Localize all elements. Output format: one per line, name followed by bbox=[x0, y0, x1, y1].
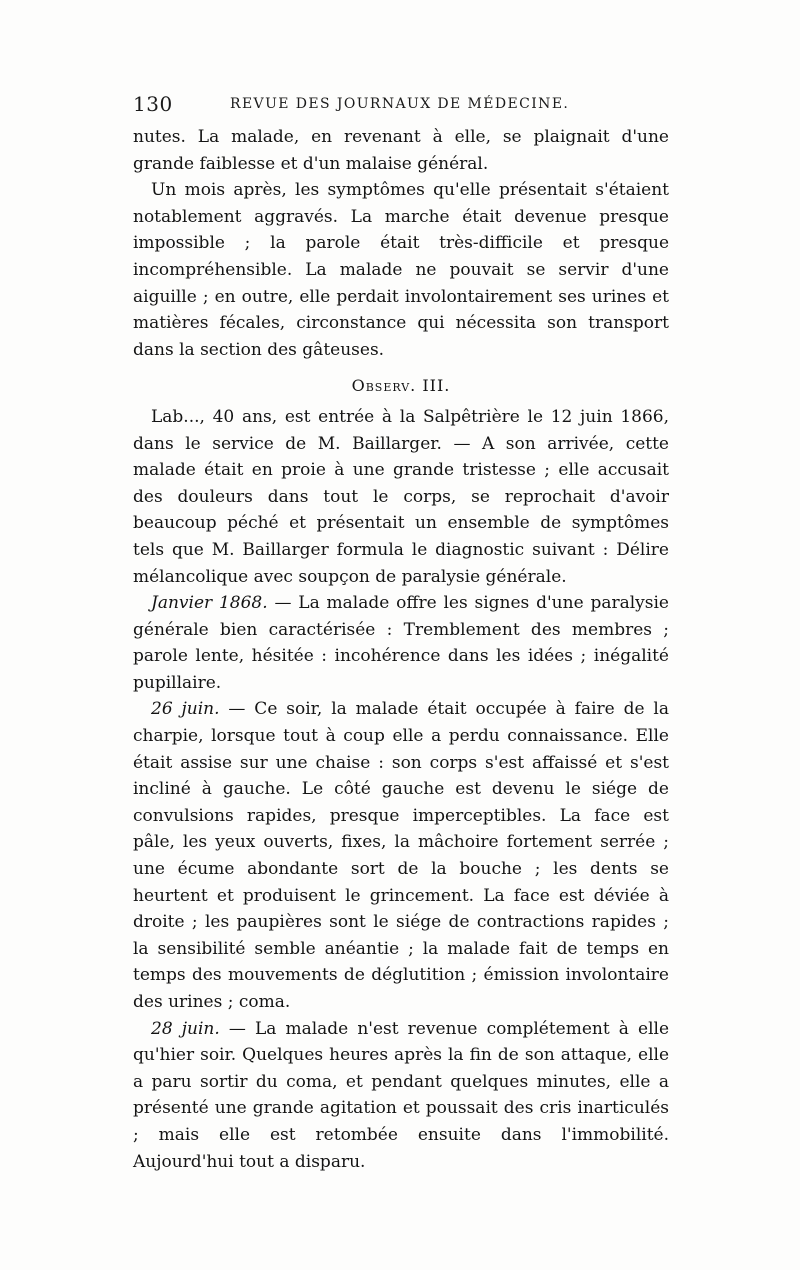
page-body bbox=[133, 124, 669, 1175]
page-number: 130 bbox=[133, 92, 173, 116]
paragraph-june-26 bbox=[133, 696, 669, 1015]
running-title: REVUE DES JOURNAUX DE MÉDECINE. bbox=[230, 96, 570, 112]
paragraph-symptoms: Un mois après, les symptômes qu'elle présentait s'étaient notablement aggravés. La marche était devenue presque impossible ; la parole était très-difficile et presque incompréhensible. La malade ne pouvait se servir d'une aiguille ; en outre, elle perdait involontairement ses urines et matières fécales, circonstance qui nécessita son transport dans la section des gâteuses. bbox=[133, 180, 669, 360]
paragraph-january-text: — La malade offre les signes d'une paralysie générale bien caractérisée : Tremblement des membres ; parole lente, hésitée : incohérence dans les idées ; inégalité pupillaire. bbox=[133, 593, 669, 693]
paragraph-case-intro: Lab..., 40 ans, est entrée à la Salpêtrière le 12 juin 1866, dans le service de M. Baillarger. — A son arrivée, cette malade était en proie à une grande tristesse ; elle accusait des douleurs dans tout le corps, se reprochait d'avoir beaucoup péché et présentait un ensemble de symptômes tels que M. Baillarger formula le diagnostic suivant : Délire mélancolique avec soupçon de paralysie générale. bbox=[133, 406, 669, 587]
date-june-26: 26 juin. bbox=[151, 699, 220, 720]
paragraph-continuation: nutes. La malade, en revenant à elle, se plaignait d'une grande faiblesse et d'un malaise général. bbox=[133, 127, 669, 174]
date-june-28: 28 juin. bbox=[151, 1018, 220, 1039]
paragraph-june-28 bbox=[133, 1016, 669, 1176]
section-heading bbox=[133, 373, 669, 400]
observation-heading: Observ. III. bbox=[351, 376, 451, 396]
date-january: Janvier 1868. bbox=[151, 593, 268, 614]
paragraph-june-28-text: — La malade n'est revenue complétement à elle qu'hier soir. Quelques heures après la fin de son attaque, elle a paru sortir du coma, et pendant quelques minutes, elle a présenté une grande agitation et poussait des cris inarticulés ; mais elle est retombée ensuite dans l'immobilité. Aujourd'hui tout a disparu. bbox=[133, 1018, 670, 1172]
paragraph-june-26-text: — Ce soir, la malade était occupée à faire de la charpie, lorsque tout à coup elle a perdu connaissance. Elle était assise sur une chaise : son corps s'est affaissé et s'est incliné à gauche. Le côté gauche est devenu le siége de convulsions rapides, presque imperceptibles. La face est pâle, les yeux ouverts, fixes, la mâchoire fortement serrée ; une écume abondante sort de la bouche ; les dents se heurtent et produisent le grincement. La face est déviée à droite ; les paupières sont le siége de contractions rapides ; la sensibilité semble anéantie ; la malade fait de temps en temps des mouvements de déglutition ; émission involontaire des urines ; coma. bbox=[133, 699, 669, 1012]
paragraph-january bbox=[133, 590, 669, 696]
page-header bbox=[133, 92, 669, 118]
